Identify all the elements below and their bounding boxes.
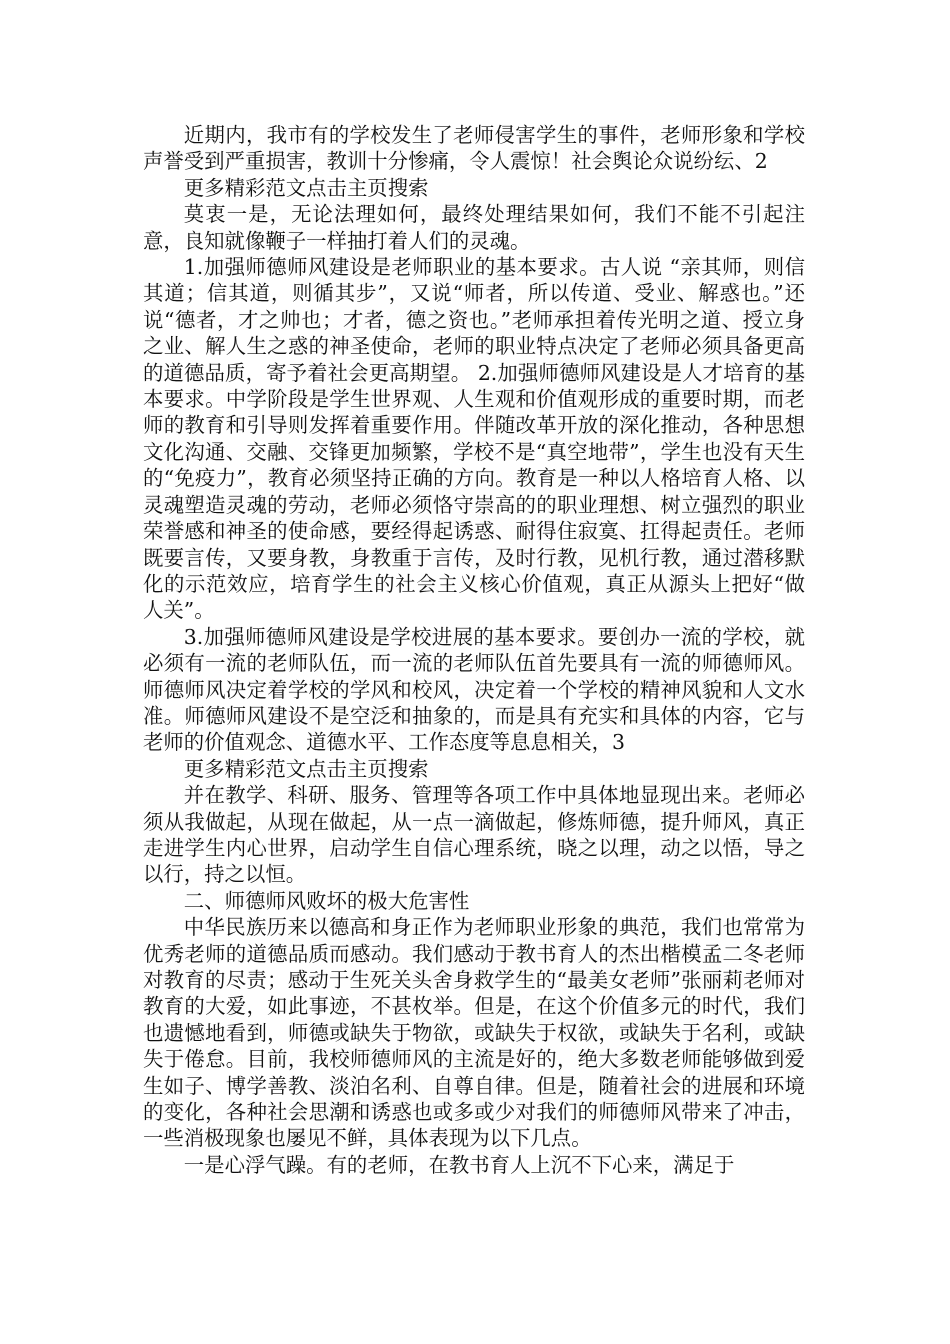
document-page [143,122,805,1178]
paragraph-issue-1: 一是心浮气躁。有的老师，在教书育人上沉不下心来，满足于 [183,1152,735,1177]
section-heading-harm: 二、师德师风败坏的极大危害性 [183,888,470,913]
paragraph-point-3: 3.加强师德师风建设是学校进展的基本要求。要创办一流的学校，就必须有一流的老师队伍，而一流的老师队伍首先要具有一流的师德师风。师德师风决定着学校的学风和校风，决定着一个学校的精神风貌和人文水准。师德师风建设不是空泛和抽象的，而是具有充实和具体的内容，它与老师的价值观念、道德水平、工作态度等息息相关，3 [143,624,805,755]
paragraph-search-notice: 更多精彩范文点击主页搜索 [183,175,429,200]
paragraph-intro: 近期内，我市有的学校发生了老师侵害学生的事件，老师形象和学校声誉受到严重损害，教训十分惨痛，令人震惊！社会舆论众说纷纭、2 [143,123,805,174]
paragraph-conscience: 莫衷一是，无论法理如何，最终处理结果如何，我们不能不引起注意，良知就像鞭子一样抽打着人们的灵魂。 [143,202,805,253]
paragraph-search-notice: 更多精彩范文点击主页搜索 [183,756,429,781]
paragraph-points-1-2: 1.加强师德师风建设是老师职业的基本要求。古人说 “亲其师，则信其道；信其道，则循其步”，又说“师者，所以传道、受业、解惑也。”还说“德者，才之帅也；才者，德之资也。”老师承担着传光明之道、授立身之业、解人生之惑的神圣使命，老师的职业特点决定了老师必须具备更高的道德品质，寄予着社会更高期望。 2.加强师德师风建设是人才培育的基本要求。中学阶段是学生世界观、人生观和价值观形成的重要时期，而老师的教育和引导则发挥着重要作用。伴随改革开放的深化推动，各种思想文化沟通、交融、交锋更加频繁，学校不是“真空地带”，学生也没有天生的“免疫力”，教育必须坚持正确的方向。教育是一种以人格培育人格、以灵魂塑造灵魂的劳动，老师必须恪守崇高的的职业理想、树立强烈的职业荣誉感和神圣的使命感，要经得起诱惑、耐得住寂寞、扛得起责任。老师既要言传，又要身教，身教重于言传，及时行教，见机行教，通过潜移默化的示范效应，培育学生的社会主义核心价值观，真正从源头上把好“做人关”。 [143,255,805,623]
paragraph-practice: 并在教学、科研、服务、管理等各项工作中具体地显现出来。老师必须从我做起，从现在做起，从一点一滴做起，修炼师德，提升师风，真正走进学生内心世界，启动学生自信心理系统，晓之以理，动之以悟，导之以行，持之以恒。 [143,783,805,887]
paragraph-examples: 中华民族历来以德高和身正作为老师职业形象的典范，我们也常常为优秀老师的道德品质而感动。我们感动于教书育人的杰出楷模孟二冬老师对教育的尽责；感动于生死关头舍身救学生的“最美女老师”张丽莉老师对教育的大爱，如此事迹，不甚枚举。但是，在这个价值多元的时代，我们也遗憾地看到，师德或缺失于物欲，或缺失于权欲，或缺失于名利，或缺失于倦怠。目前，我校师德师风的主流是好的，绝大多数老师能够做到爱生如子、博学善教、淡泊名利、自尊自律。但是，随着社会的进展和环境的变化，各种社会思潮和诱惑也或多或少对我们的师德师风带来了冲击，一些消极现象也屡见不鲜，具体表现为以下几点。 [143,915,805,1151]
